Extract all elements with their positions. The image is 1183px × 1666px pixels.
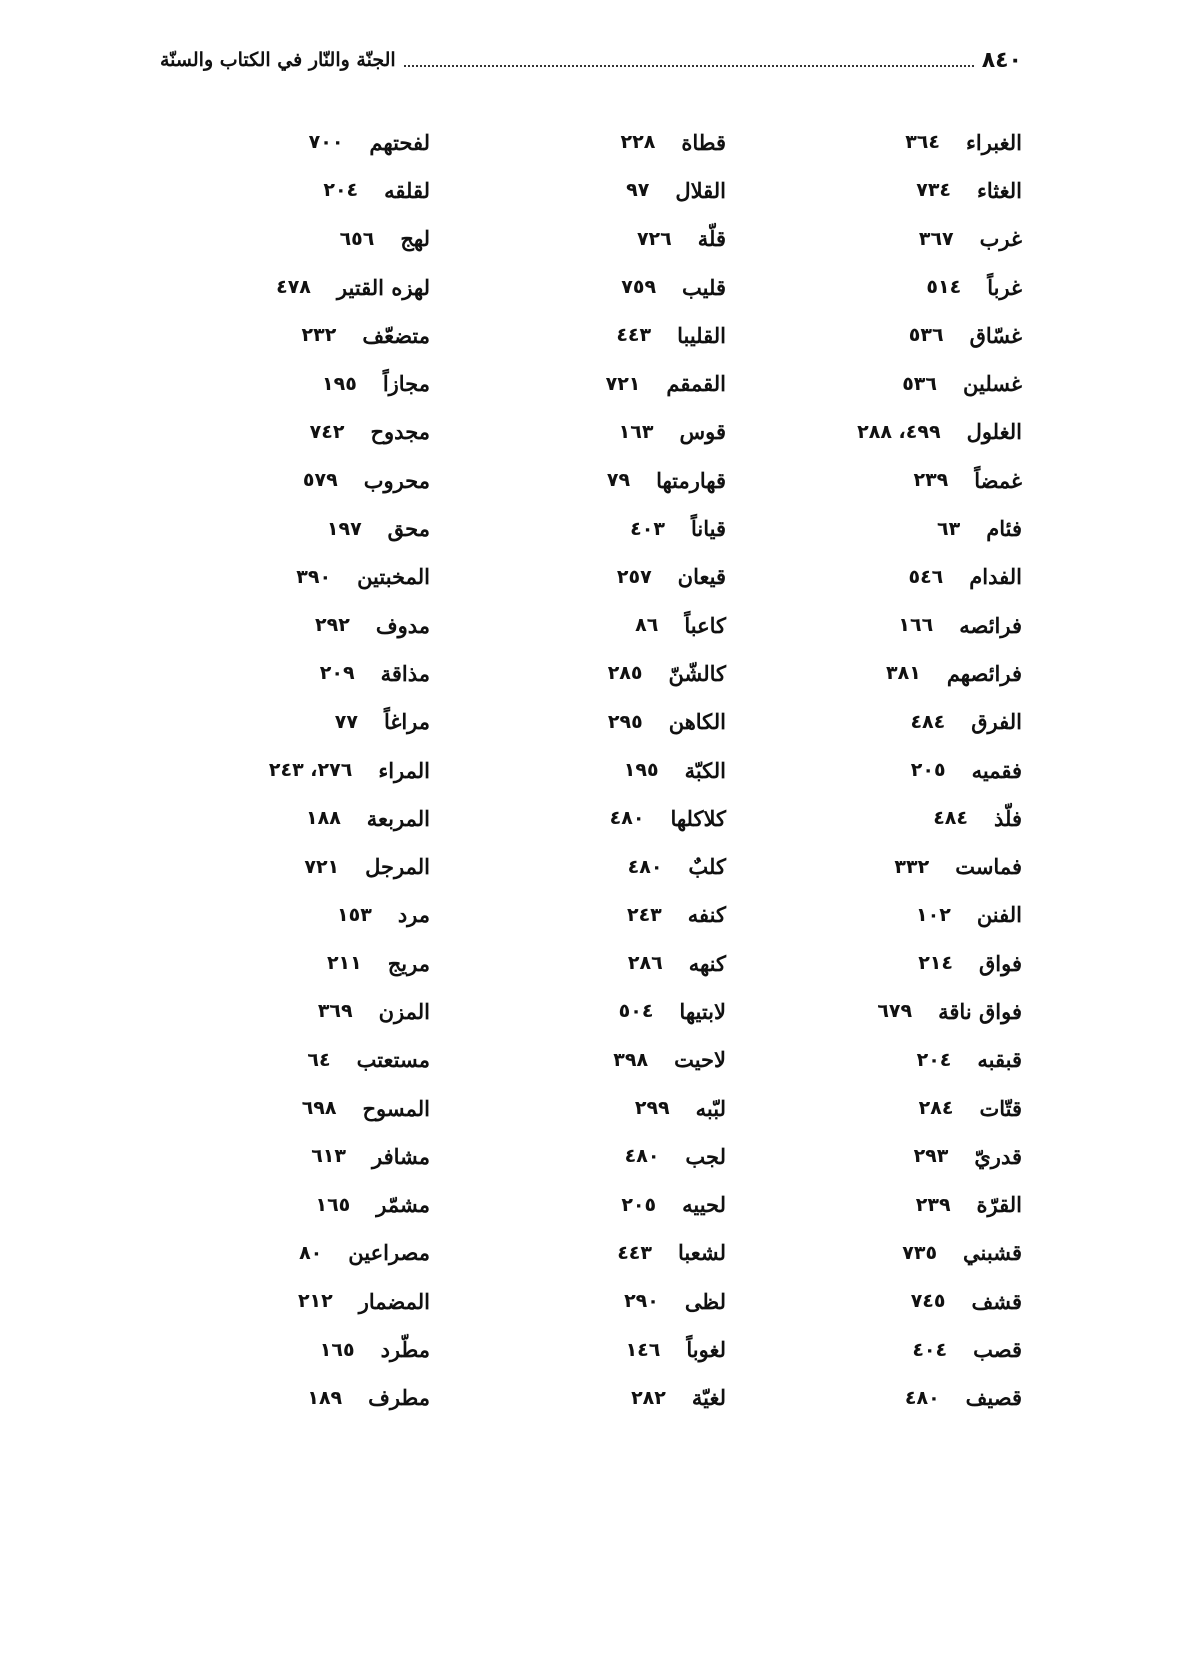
index-entry [456,456,726,504]
index-entry [160,553,430,601]
index-entry [752,1084,1022,1132]
entry-term: كلبٌ [688,854,726,880]
entry-term: الكاهن [668,709,726,735]
entry-page-ref: ٤٤٣ [617,1241,652,1264]
index-entry [752,311,1022,359]
entry-term: لاحيت [674,1047,726,1073]
entry-term: لفحتهم [369,129,430,155]
entry-term: القلال [675,177,726,203]
entry-term: قبقبه [977,1047,1022,1073]
index-entry [456,842,726,890]
index-entry [160,215,430,263]
entry-term: غسّاق [969,322,1022,348]
entry-term: الفدام [969,564,1022,590]
index-entry [456,1132,726,1180]
entry-page-ref: ١٠٢ [916,903,951,926]
entry-page-ref: ٢٨٤ [918,1097,954,1120]
entry-term: مطّرد [380,1337,430,1363]
entry-term: القليبا [677,322,726,348]
entry-page-ref: ٤٧٨ [276,276,311,299]
entry-term: الفنن [976,902,1022,928]
entry-page-ref: ٢٩٢ [315,614,350,637]
entry-term: قدريّ [974,1143,1022,1169]
index-entry [752,553,1022,601]
entry-term: لهج [400,226,430,252]
index-column-1 [752,118,1022,1422]
entry-page-ref: ٢٨٦ [627,952,663,975]
entry-term: مجدوح [370,419,430,445]
entry-term: مستعتب [356,1047,430,1073]
entry-term: فئام [986,516,1022,542]
index-entry [752,263,1022,311]
entry-term: مرد [397,902,430,928]
index-entry [160,1132,430,1180]
index-entry [752,939,1022,987]
index-entry [456,1325,726,1373]
index-entry [752,166,1022,214]
entry-term: المسوح [362,1095,430,1121]
entry-page-ref: ٥٣٦ [908,324,944,347]
entry-page-ref: ٥٧٩ [302,469,338,492]
entry-page-ref: ٥١٤ [926,276,962,299]
index-entry [160,504,430,552]
index-entry [160,408,430,456]
index-columns [160,118,1022,1422]
index-entry [456,553,726,601]
entry-term: فرائصه [959,612,1022,638]
entry-page-ref: ٢١٤ [918,952,953,975]
entry-term: قصب [973,1337,1022,1363]
entry-page-ref: ١٩٧ [326,517,362,540]
entry-term: لهزه القتير [336,274,430,300]
index-entry [456,601,726,649]
entry-page-ref: ١٩٥ [623,759,659,781]
entry-term: القمقم [666,371,726,397]
entry-term: قياناً [690,516,726,542]
entry-page-ref: ١٨٩ [307,1386,343,1409]
index-entry [160,698,430,746]
entry-page-ref: ٢٠٥ [621,1193,657,1216]
entry-term: مدوف [375,612,430,638]
entry-page-ref: ٢٩٥ [607,710,643,733]
entry-term: لجب [685,1143,726,1169]
index-entry [160,601,430,649]
entry-page-ref: ٣٦٩ [317,1000,353,1023]
index-entry [160,359,430,407]
entry-page-ref: ٤٠٤ [912,1338,948,1361]
entry-page-ref: ٢٣٩ [915,1193,951,1216]
index-entry [456,746,726,794]
entry-page-ref: ٢٨٥ [607,662,643,685]
entry-term: قليب [682,274,726,300]
entry-term: كنفه [687,902,726,928]
entry-page-ref: ٧٢٦ [636,227,672,250]
index-entry [456,987,726,1035]
entry-term: غرب [979,226,1022,252]
entry-term: فقميه [971,757,1022,783]
entry-term: المضمار [358,1288,430,1314]
index-entry [456,215,726,263]
entry-page-ref: ١٦٣ [618,420,654,443]
entry-term: لغوباً [686,1337,726,1363]
entry-page-ref: ١٤٦ [625,1338,661,1361]
entry-page-ref: ٤٠٣ [630,517,665,540]
entry-page-ref: ٢٨٢ [631,1386,666,1409]
entry-page-ref: ١٦٥ [315,1193,351,1216]
index-entry [456,1084,726,1132]
entry-page-ref: ٣٩٨ [613,1048,649,1071]
entry-term: غسلين [963,371,1022,397]
index-entry [752,1132,1022,1180]
entry-term: المخبتين [357,564,430,590]
entry-term: فواق [978,950,1022,976]
index-entry [456,408,726,456]
index-entry [752,1036,1022,1084]
entry-page-ref: ٣٣٢ [894,855,930,878]
entry-page-ref: ٦٤ [307,1048,331,1071]
entry-term: لغيّة [691,1385,726,1411]
entry-term: قهارمتها [656,467,726,493]
entry-term: لشعبا [678,1240,726,1266]
entry-page-ref: ٢١٢ [297,1290,333,1313]
entry-page-ref: ٧٢١ [304,855,340,878]
index-entry [160,166,430,214]
entry-term: لقلقه [384,177,430,203]
index-entry [752,118,1022,166]
index-column-3 [160,118,430,1422]
entry-page-ref: ٢٢٨ [620,131,656,154]
entry-term: غمضاً [974,467,1022,493]
index-entry [456,311,726,359]
entry-page-ref: ٢٩٠ [624,1290,659,1313]
index-entry [160,891,430,939]
entry-page-ref: ١٦٦ [898,614,934,637]
entry-page-ref: ٢٠٤ [323,179,359,202]
index-entry [456,1374,726,1422]
entry-term: مذاقة [380,660,430,686]
entry-term: كلاكلها [670,805,726,831]
entry-page-ref: ٦٩٨ [301,1097,337,1120]
page-header [160,42,1022,78]
entry-page-ref: ٥٣٦ [902,372,937,395]
index-entry [160,1325,430,1373]
entry-page-ref: ٨٠ [299,1241,323,1264]
entry-term: لظى [684,1288,726,1314]
entry-term: مجازاً [382,371,430,397]
entry-page-ref: ٧٥٩ [621,276,657,299]
index-entry [752,891,1022,939]
entry-page-ref: ١٩٥ [322,372,357,395]
index-entry [160,842,430,890]
index-entry [752,408,1022,456]
entry-page-ref: ٧٣٥ [902,1241,938,1264]
entry-page-ref: ٧٣٤ [916,179,952,202]
entry-term: كالشّنّ [668,660,726,686]
entry-page-ref: ٢١١ [326,952,362,975]
entry-term: قلّة [697,226,726,252]
index-entry [456,263,726,311]
entry-page-ref: ٢٣٢ [301,324,337,347]
index-entry [752,1374,1022,1422]
index-entry [752,1325,1022,1373]
entry-term: كنهه [688,950,726,976]
entry-term: المرجل [365,854,430,880]
entry-term: فرائصهم [946,660,1022,686]
running-title: الجنّة والنّار في الكتاب والسنّة [160,49,396,71]
entry-page-ref: ٢٠٥ [910,759,946,781]
entry-page-ref: ٤٨٠ [609,807,645,830]
entry-term: قشبني [963,1240,1022,1266]
index-entry [160,939,430,987]
index-entry [160,1229,430,1277]
entry-page-ref: ٢٠٤ [916,1048,952,1071]
entry-page-ref: ٥٠٤ [618,1000,654,1023]
index-entry [752,1277,1022,1325]
entry-page-ref: ٢٣٩ [913,469,949,492]
entry-page-ref: ٢٩٩ [634,1097,670,1120]
entry-page-ref: ٧٤٢ [309,420,345,443]
index-entry [456,939,726,987]
index-entry [160,456,430,504]
entry-term: قطاة [681,129,726,155]
index-entry [160,1181,430,1229]
index-entry [456,1181,726,1229]
index-entry [160,1036,430,1084]
entry-page-ref: ٨٦ [635,614,659,637]
entry-term: مشمّر [376,1192,430,1218]
entry-page-ref: ٧٤٥ [910,1290,946,1313]
index-entry [160,987,430,1035]
entry-term: قتّات [979,1095,1022,1121]
index-entry [456,698,726,746]
entry-term: الغثاء [977,177,1022,203]
entry-page-ref: ٦٥٦ [339,227,375,250]
index-entry [752,698,1022,746]
entry-page-ref: ٧٧ [334,710,358,733]
index-entry [456,359,726,407]
entry-page-ref: ٤٤٣ [616,324,652,347]
entry-term: الكبّة [684,757,726,783]
index-entry [752,794,1022,842]
entry-page-ref: ٣٨١ [886,662,921,685]
index-entry [160,794,430,842]
index-entry [160,263,430,311]
index-entry [456,794,726,842]
entry-page-ref: ٥٤٦ [908,565,944,588]
entry-term: لبّبه [695,1095,726,1121]
entry-term: قشف [971,1288,1022,1314]
entry-page-ref: ٤٨٤ [933,807,968,830]
entry-page-ref: ٧٠٠ [308,131,344,154]
entry-term: مراغاً [383,709,430,735]
index-entry [456,891,726,939]
entry-term: قيعان [677,564,726,590]
index-entry [752,1229,1022,1277]
entry-page-ref: ٣٦٧ [918,227,954,250]
index-entry [752,649,1022,697]
entry-page-ref: ٤٨٠ [904,1386,940,1409]
entry-page-ref: ٣٩٠ [296,565,332,588]
entry-term: مريج [387,950,430,976]
entry-term: الغبراء [966,129,1022,155]
index-entry [160,311,430,359]
index-entry [160,746,430,794]
entry-term: مشافر [371,1143,430,1169]
entry-term: غرباً [987,274,1022,300]
index-entry [456,1036,726,1084]
index-entry [752,987,1022,1035]
entry-page-ref: ٤٨٠ [627,855,663,878]
entry-page-ref: ٣٦٤ [905,131,940,154]
entry-term: فواق ناقة [938,998,1022,1024]
page-number: ٨٤٠ [981,47,1022,73]
entry-page-ref: ٧٩ [606,469,631,492]
entry-page-ref: ٤٨٠ [624,1145,660,1168]
entry-term: المربعة [366,805,430,831]
entry-page-ref: ١٨٨ [306,807,341,830]
entry-page-ref: ٧٢١ [605,372,641,395]
index-entry [752,1181,1022,1229]
entry-page-ref: ١٦٥ [319,1338,355,1361]
index-entry [160,118,430,166]
entry-page-ref: ٢٥٧ [616,565,652,588]
index-entry [456,649,726,697]
entry-term: قوس [679,419,726,445]
index-entry [160,1084,430,1132]
entry-term: مطرف [368,1385,430,1411]
index-entry [456,166,726,214]
entry-term: فلّذ [993,805,1022,831]
entry-term: فماست [955,854,1022,880]
entry-term: المزن [378,998,430,1024]
index-entry [456,504,726,552]
entry-page-ref: ٦٧٩ [877,1000,913,1023]
index-entry [160,1277,430,1325]
entry-term: لحييه [682,1192,726,1218]
index-entry [752,359,1022,407]
entry-page-ref: ٤٩٩، ٢٨٨ [857,420,941,443]
entry-term: الغلول [966,419,1022,445]
entry-term: قصيف [965,1385,1022,1411]
entry-term: المراء [378,757,430,783]
index-entry [752,842,1022,890]
entry-term: لابتيها [679,998,726,1024]
index-entry [752,456,1022,504]
entry-page-ref: ٦١٣ [311,1145,346,1168]
index-entry [456,1277,726,1325]
entry-page-ref: ٤٨٤ [910,710,946,733]
index-entry [752,215,1022,263]
entry-term: متضعّف [362,322,430,348]
entry-term: الفرق [971,709,1022,735]
index-entry [752,504,1022,552]
entry-term: مصراعين [348,1240,430,1266]
entry-page-ref: ٢٩٣ [913,1145,949,1168]
entry-page-ref: ٢٤٣ [626,903,662,926]
entry-page-ref: ٢٧٦، ٢٤٣ [268,759,353,781]
index-entry [160,1374,430,1422]
dotted-leader [404,65,974,67]
entry-term: القرّة [976,1192,1022,1218]
index-entry [456,1229,726,1277]
index-column-2 [456,118,726,1422]
entry-term: كاعباً [684,612,726,638]
index-entry [160,649,430,697]
entry-page-ref: ١٥٣ [337,903,372,926]
entry-term: محروب [363,467,430,493]
index-entry [752,746,1022,794]
index-entry [456,118,726,166]
entry-term: محق [387,516,430,542]
index-entry [752,601,1022,649]
entry-page-ref: ٩٧ [626,179,650,202]
entry-page-ref: ٦٣ [937,517,961,540]
entry-page-ref: ٢٠٩ [319,662,355,685]
